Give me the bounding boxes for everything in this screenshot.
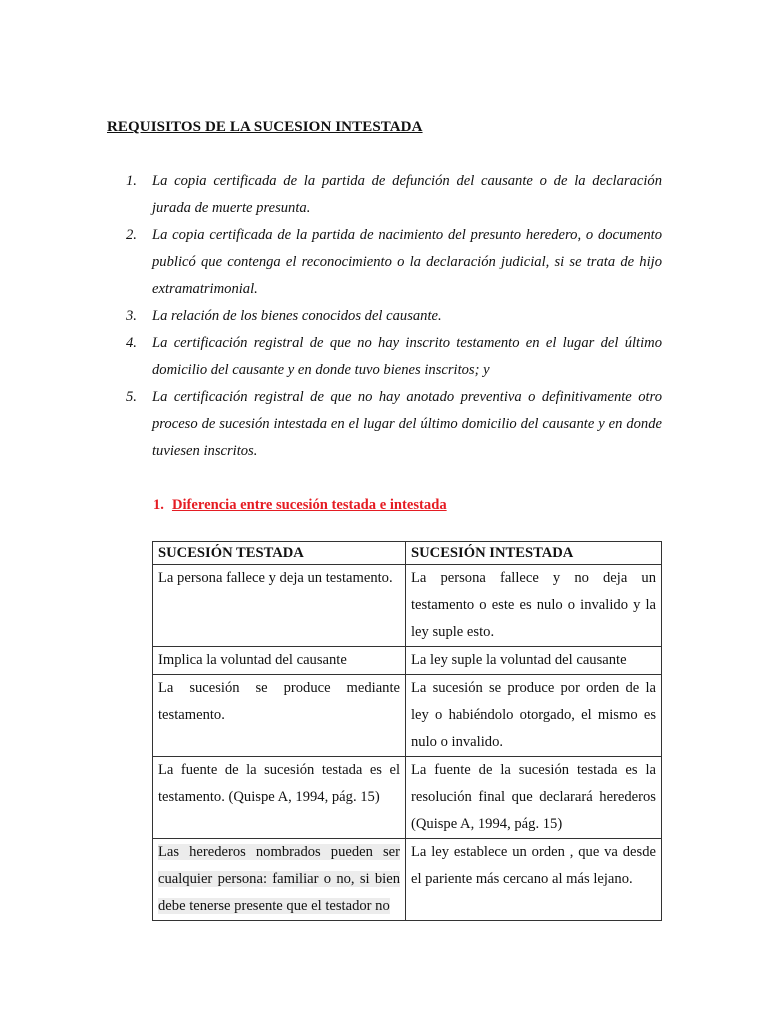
list-item-number: 2.: [126, 227, 137, 243]
list-item-text: La certificación registral de que no hay inscrito testamento en el lugar del último domicilio del causante y en donde tuvo bienes inscritos; y: [152, 335, 662, 378]
table-cell: [153, 839, 406, 921]
list-item: [126, 330, 662, 384]
section-title: Diferencia entre sucesión testada e intestada: [171, 497, 447, 513]
table-cell: Implica la voluntad del causante: [153, 647, 406, 675]
list-item-number: 4.: [126, 335, 137, 351]
table-header-intestada: SUCESIÓN INTESTADA: [406, 542, 662, 565]
page-title: REQUISITOS DE LA SUCESION INTESTADA: [107, 119, 423, 135]
table-cell: La persona fallece y deja un testamento.: [153, 565, 406, 647]
table-row: [153, 757, 662, 839]
list-item-text: La copia certificada de la partida de nacimiento del presunto heredero, o documento publicó que contenga el reconocimiento o la declaración judicial, si se trata de hijo extramatrimonial.: [152, 227, 662, 297]
table-row: [153, 839, 662, 921]
table-cell: La ley establece un orden , que va desde el pariente más cercano al más lejano.: [406, 839, 662, 921]
table-cell: La fuente de la sucesión testada es el testamento. (Quispe A, 1994, pág. 15): [153, 757, 406, 839]
list-item-text: La relación de los bienes conocidos del causante.: [152, 308, 442, 324]
table-cell: La sucesión se produce por orden de la ley o habiéndolo otorgado, el mismo es nulo o invalido.: [406, 675, 662, 757]
table-row: [153, 565, 662, 647]
list-item: [126, 303, 662, 330]
highlighted-text: Las herederos nombrados pueden ser cualquier persona: familiar o no, si bien debe tenerse presente que el testador no: [158, 844, 400, 914]
table-header-testada: SUCESIÓN TESTADA: [153, 542, 406, 565]
table-row: [153, 647, 662, 675]
list-item-text: La certificación registral de que no hay anotado preventiva o definitivamente otro proceso de sucesión intestada en el lugar del último domicilio del causante y en donde tuviesen inscritos.: [152, 389, 662, 459]
list-item-text: La copia certificada de la partida de defunción del causante o de la declaración jurada de muerte presunta.: [152, 173, 662, 216]
list-item: [126, 222, 662, 303]
list-item-number: 5.: [126, 389, 137, 405]
list-item: [126, 168, 662, 222]
requirements-list: [126, 168, 662, 465]
table-cell: La sucesión se produce mediante testamento.: [153, 675, 406, 757]
table-cell: La ley suple la voluntad del causante: [406, 647, 662, 675]
section-heading: [153, 497, 447, 514]
comparison-table: [152, 541, 662, 921]
table-cell: La persona fallece y no deja un testamento o este es nulo o invalido y la ley suple esto.: [406, 565, 662, 647]
table-header-row: [153, 542, 662, 565]
list-item-number: 1.: [126, 173, 137, 189]
list-item-number: 3.: [126, 308, 137, 324]
table-row: [153, 675, 662, 757]
table-cell: La fuente de la sucesión testada es la resolución final que declarará herederos (Quispe A, 1994, pág. 15): [406, 757, 662, 839]
list-item: [126, 384, 662, 465]
section-number: 1.: [153, 497, 164, 513]
